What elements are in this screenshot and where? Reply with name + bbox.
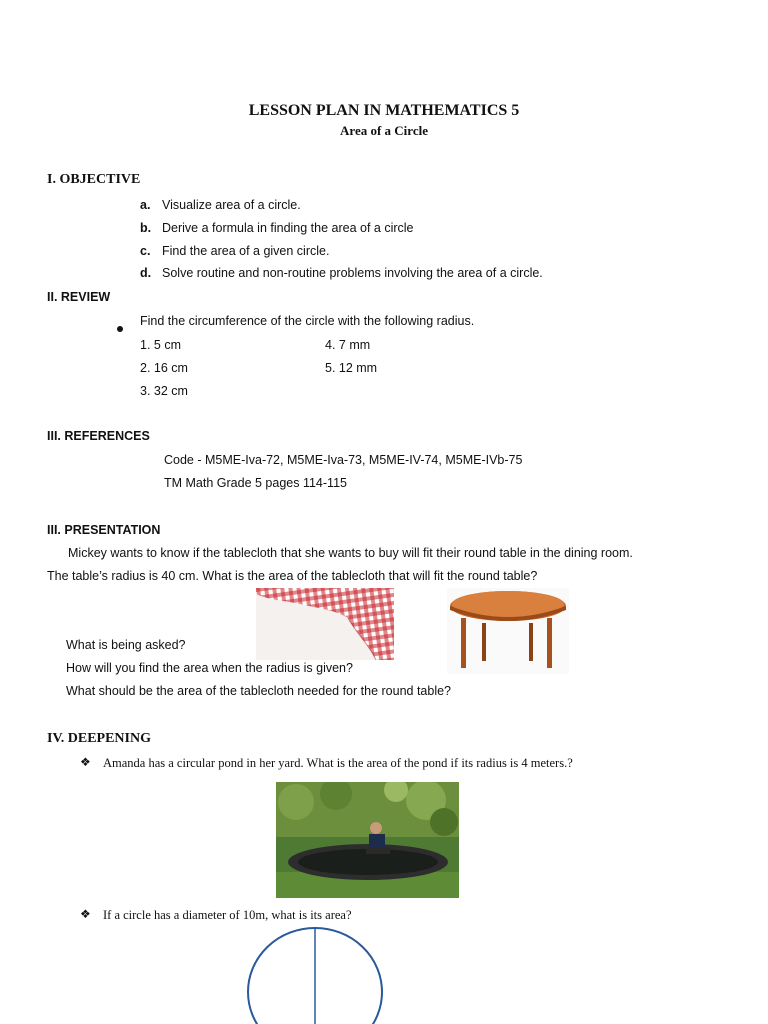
objective-item: [140, 244, 329, 258]
objective-item: [140, 198, 301, 212]
bullet-icon: [117, 319, 123, 337]
diamond-bullet-icon: ❖: [80, 755, 91, 769]
objective-text: Visualize area of a circle.: [162, 198, 301, 212]
objective-text: Find the area of a given circle.: [162, 244, 330, 258]
references-heading: III. REFERENCES: [47, 429, 150, 443]
objective-letter: b.: [140, 221, 152, 235]
objective-item: [140, 266, 543, 280]
objective-item: [140, 221, 414, 235]
objective-letter: a.: [140, 198, 151, 212]
presentation-heading: III. PRESENTATION: [47, 523, 161, 537]
references-code: Code - M5ME-Iva-72, M5ME-Iva-73, M5ME-IV-74, M5ME-IVb-75: [164, 453, 523, 467]
objective-text: Solve routine and non-routine problems involving the area of a circle.: [162, 266, 543, 280]
presentation-paragraph: Mickey wants to know if the tablecloth that she wants to buy will fit their round table in the dining room.: [68, 546, 633, 560]
objective-heading: I. OBJECTIVE: [47, 172, 141, 187]
tablecloth-image: [256, 588, 394, 660]
presentation-question: What is being asked?: [66, 638, 186, 652]
presentation-question: What should be the area of the tablecloth needed for the round table?: [66, 684, 451, 698]
review-item: 2. 16 cm: [140, 361, 188, 375]
review-item: 4. 7 mm: [325, 338, 371, 352]
references-book: TM Math Grade 5 pages 114-115: [164, 476, 347, 490]
page-subtitle: Area of a Circle: [340, 123, 428, 138]
deepening-problem: If a circle has a diameter of 10m, what is its area?: [103, 908, 352, 922]
round-table-image: [447, 588, 569, 674]
deepening-problem: Amanda has a circular pond in her yard. What is the area of the pond if its radius is 4 meters.?: [103, 756, 573, 770]
deepening-heading: IV. DEEPENING: [47, 731, 151, 746]
objective-text: Derive a formula in finding the area of a circle: [162, 221, 414, 235]
presentation-question: How will you find the area when the radius is given?: [66, 661, 353, 675]
review-instruction: Find the circumference of the circle with the following radius.: [140, 314, 475, 328]
diamond-bullet-icon: ❖: [80, 907, 91, 921]
circle-diagram: [244, 924, 386, 1024]
presentation-paragraph: The table’s radius is 40 cm. What is the area of the tablecloth that will fit the round table?: [47, 569, 538, 583]
review-item: 1. 5 cm: [140, 338, 181, 352]
page-title: LESSON PLAN IN MATHEMATICS 5: [248, 102, 520, 119]
objective-letter: d.: [140, 266, 152, 280]
objective-letter: c.: [140, 244, 151, 258]
pond-image: [276, 782, 459, 898]
review-item: 5. 12 mm: [325, 361, 378, 375]
review-item: 3. 32 cm: [140, 384, 188, 398]
review-heading: II. REVIEW: [47, 290, 111, 304]
